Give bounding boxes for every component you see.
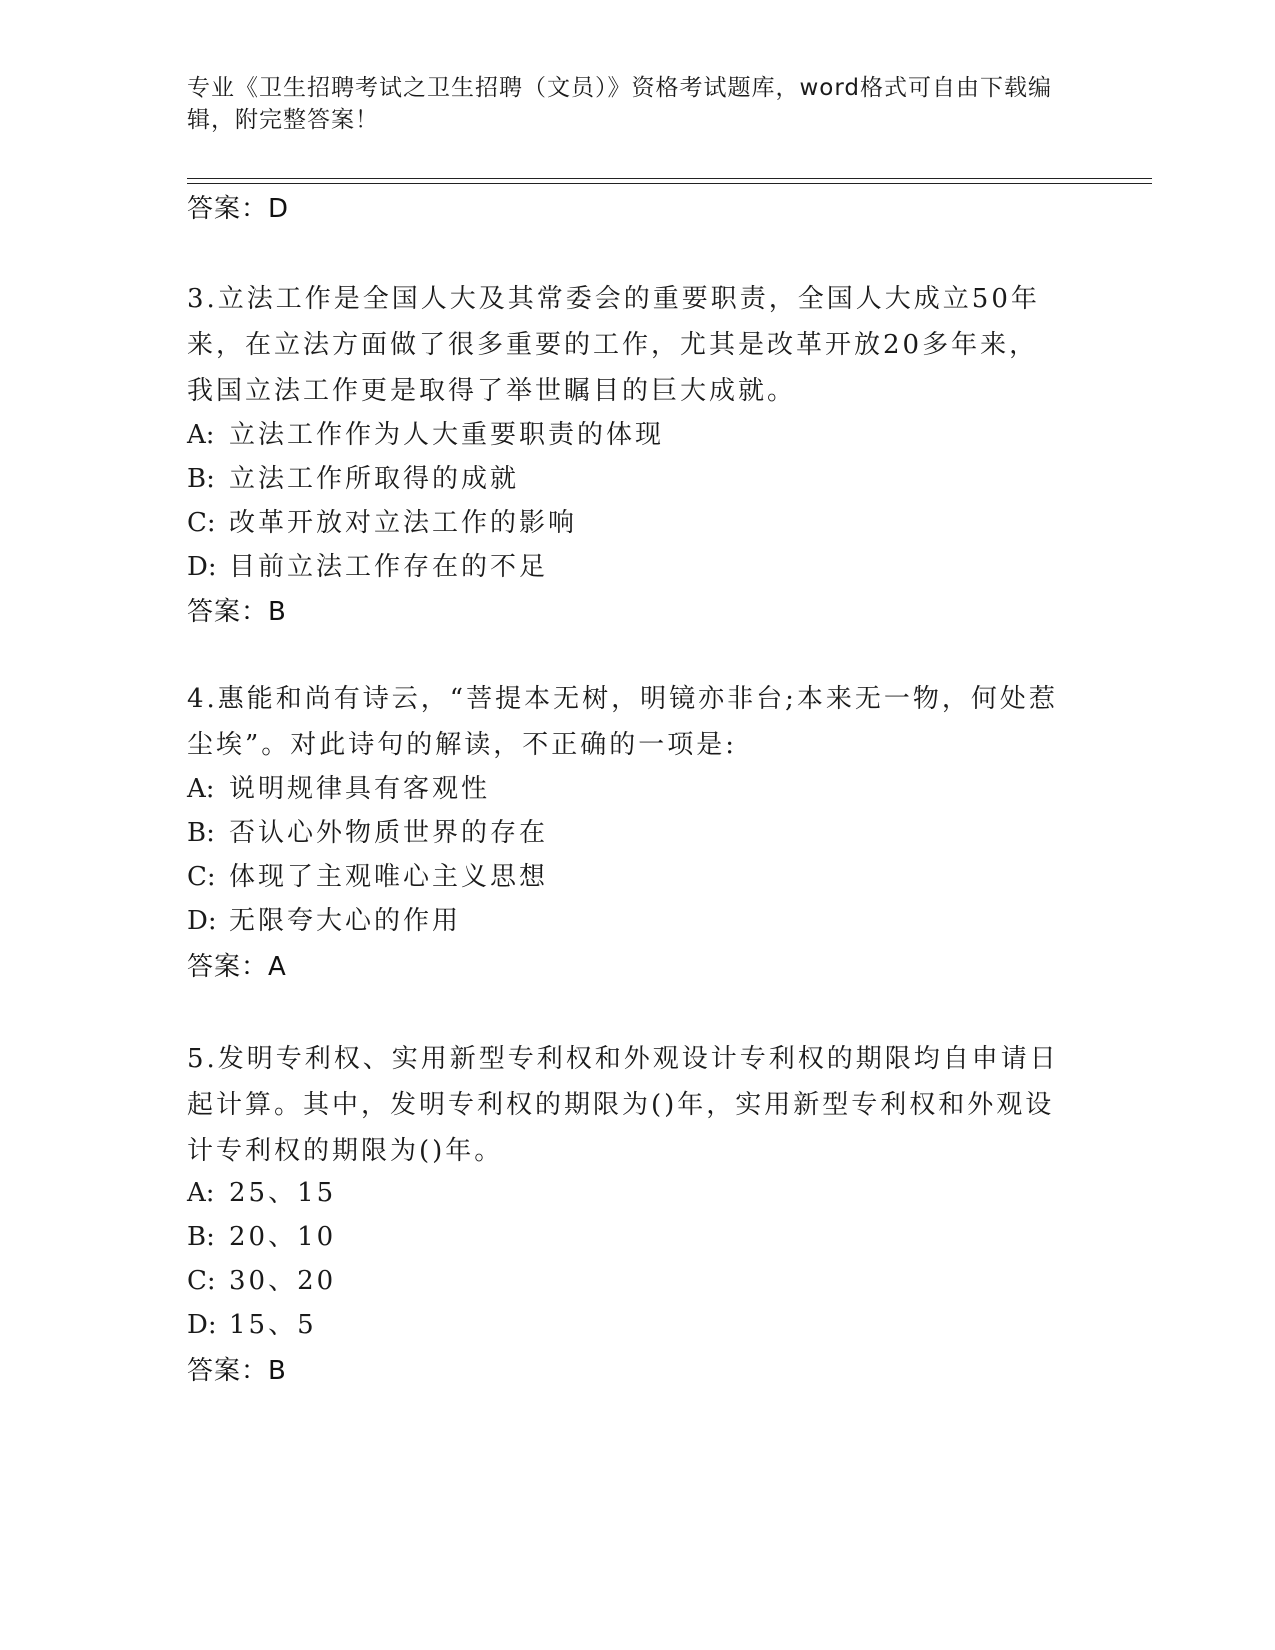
option-label: D: xyxy=(187,1310,217,1340)
answer-q4: 答案：A xyxy=(187,952,287,982)
option-text: 立法工作所取得的成就 xyxy=(229,464,520,494)
option-text: 改革开放对立法工作的影响 xyxy=(229,508,578,538)
option-text: 15、5 xyxy=(229,1310,317,1340)
option-label: A: xyxy=(187,774,215,804)
option-text: 25、15 xyxy=(229,1178,337,1208)
answer-q3: 答案：B xyxy=(187,597,287,627)
question-4-option-a xyxy=(187,772,490,806)
option-text: 目前立法工作存在的不足 xyxy=(229,552,549,582)
question-4-stem: 4.惠能和尚有诗云，“菩提本无树，明镜亦非台;本来无一物，何处惹尘埃”。对此诗句的解读，不正确的一项是: xyxy=(187,684,1058,760)
question-3-stem: 3.立法工作是全国人大及其常委会的重要职责，全国人大成立50年来，在立法方面做了很多重要的工作，尤其是改革开放20多年来，我国立法工作更是取得了举世瞩目的巨大成就。 xyxy=(187,284,1040,406)
question-3-option-d xyxy=(187,550,548,584)
question-5-option-b xyxy=(187,1220,336,1254)
option-label: C: xyxy=(187,508,216,538)
option-label: B: xyxy=(187,464,215,494)
option-label: D: xyxy=(187,906,217,936)
question-3-option-a xyxy=(187,418,664,452)
option-text: 30、20 xyxy=(229,1266,337,1296)
option-label: D: xyxy=(187,552,217,582)
question-3-option-b xyxy=(187,462,519,496)
question-4-option-b xyxy=(187,816,548,850)
option-label: B: xyxy=(187,818,215,848)
header-divider-top xyxy=(187,178,1152,179)
option-label: C: xyxy=(187,1266,216,1296)
header-divider-bottom xyxy=(187,183,1152,184)
option-text: 说明规律具有客观性 xyxy=(229,774,491,804)
option-text: 无限夸大心的作用 xyxy=(229,906,462,936)
question-5-option-d xyxy=(187,1308,317,1342)
question-5-option-a xyxy=(187,1176,336,1210)
question-3-option-c xyxy=(187,506,577,540)
option-text: 否认心外物质世界的存在 xyxy=(229,818,549,848)
question-4-option-d xyxy=(187,904,461,938)
answer-q2: 答案：D xyxy=(187,194,290,224)
option-label: A: xyxy=(187,420,215,450)
question-5-option-c xyxy=(187,1264,336,1298)
question-4-option-c xyxy=(187,860,548,894)
option-text: 立法工作作为人大重要职责的体现 xyxy=(229,420,665,450)
option-label: A: xyxy=(187,1178,215,1208)
option-label: C: xyxy=(187,862,216,892)
answer-q5: 答案：B xyxy=(187,1356,287,1386)
option-label: B: xyxy=(187,1222,215,1252)
option-text: 20、10 xyxy=(229,1222,337,1252)
question-5-stem: 5.发明专利权、实用新型专利权和外观设计专利权的期限均自申请日起计算。其中，发明专利权的期限为()年，实用新型专利权和外观设计专利权的期限为()年。 xyxy=(187,1044,1059,1166)
document-header: 专业《卫生招聘考试之卫生招聘（文员）》资格考试题库，word格式可自由下载编辑，附完整答案！ xyxy=(187,75,1053,133)
option-text: 体现了主观唯心主义思想 xyxy=(229,862,549,892)
